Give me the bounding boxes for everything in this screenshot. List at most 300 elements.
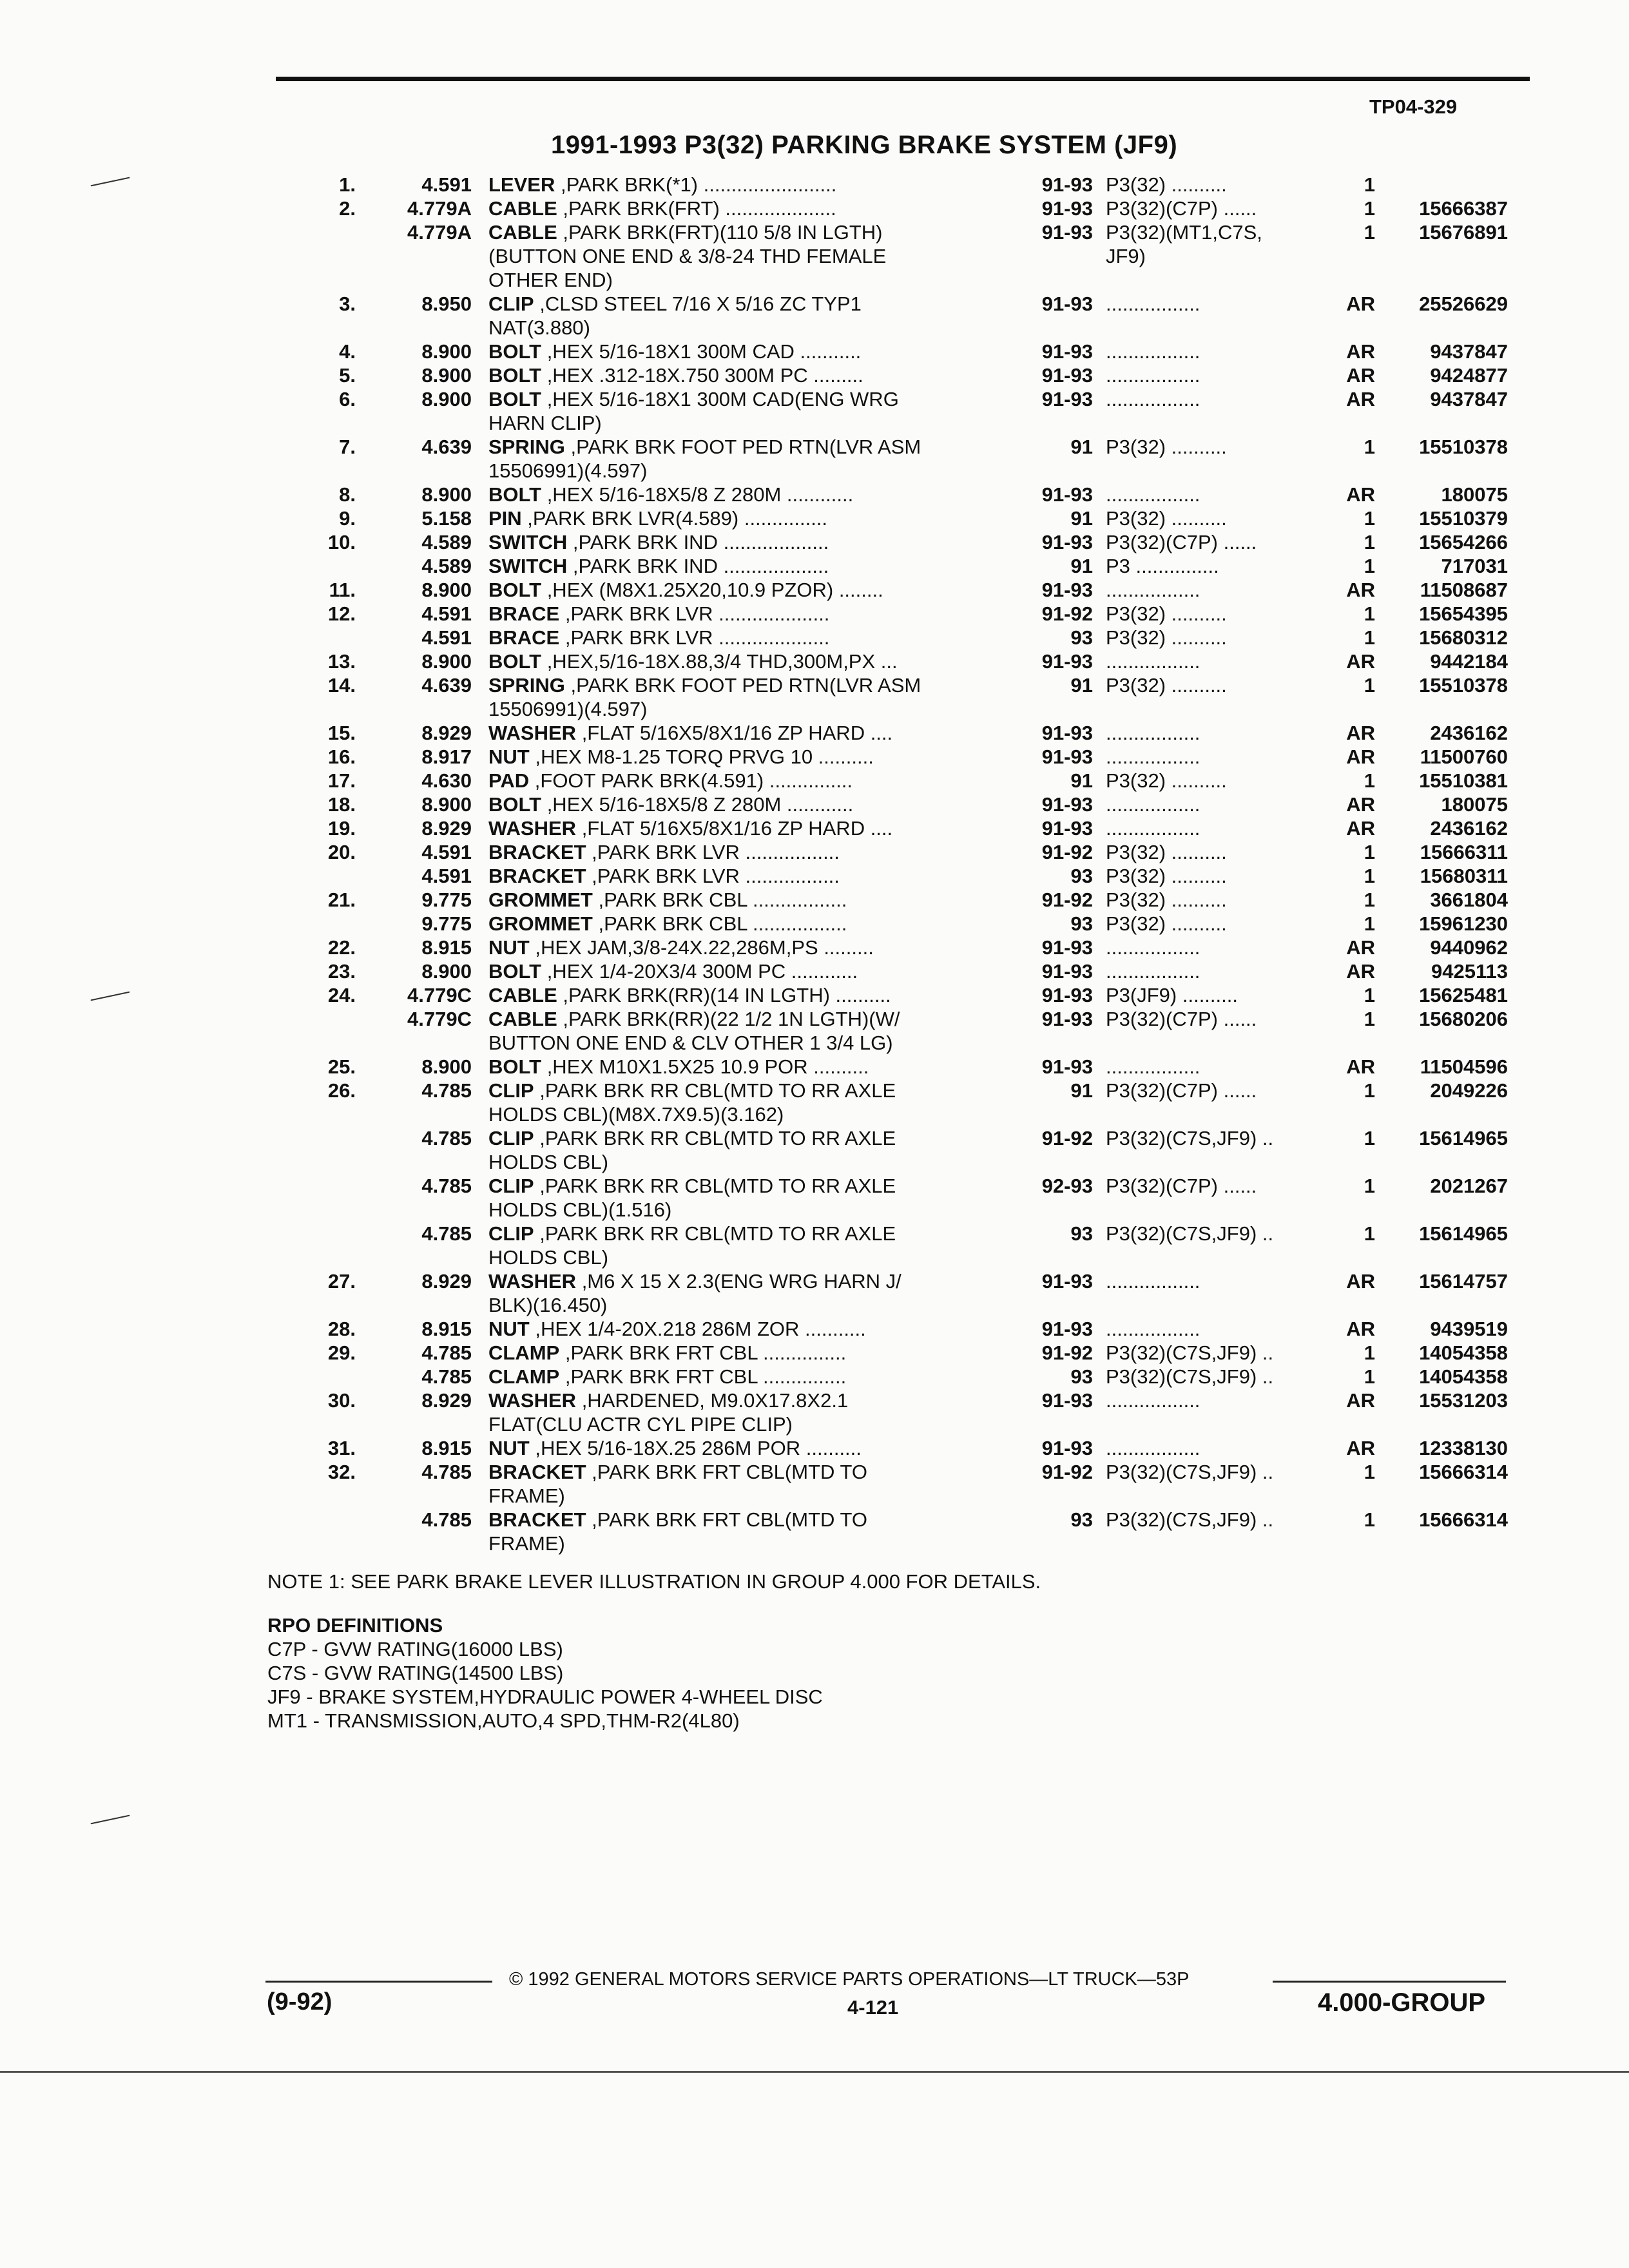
part-description — [488, 340, 1010, 363]
description-line — [488, 506, 1010, 530]
part-row — [0, 1174, 1629, 1222]
part-description — [488, 1126, 1010, 1174]
part-number: 15666314 — [1419, 1461, 1508, 1483]
part-row — [0, 435, 1629, 483]
usage-line: P3(32)(C7P) ...... — [1106, 197, 1257, 220]
part-description — [488, 1222, 1010, 1269]
part-description — [488, 1079, 1010, 1126]
description-text: (BUTTON ONE END & 3/8-24 THD FEMALE — [488, 245, 887, 267]
usage-line: P3(32) .......... — [1106, 436, 1227, 458]
description-line — [488, 1079, 1010, 1102]
part-name: CLIP — [488, 1222, 534, 1245]
group-number: 8.900 — [421, 340, 472, 363]
description-text: ,PARK BRK RR CBL(MTD TO RR AXLE — [534, 1222, 896, 1245]
description-text: 15506991)(4.597) — [488, 698, 648, 720]
part-name: BOLT — [488, 960, 542, 983]
quantity: 1 — [1364, 1175, 1375, 1197]
item-number: 13. — [327, 650, 356, 673]
usage-line: P3(32)(C7P) ...... — [1106, 1008, 1257, 1030]
part-number: 180075 — [1441, 483, 1508, 506]
part-name: CLAMP — [488, 1365, 560, 1388]
part-number: 2049226 — [1430, 1079, 1508, 1102]
rpo-heading: RPO DEFINITIONS — [267, 1614, 443, 1637]
part-number: 15666314 — [1419, 1508, 1508, 1531]
usage-code — [1106, 936, 1325, 959]
part-number: 9424877 — [1430, 364, 1508, 387]
model-years: 91-93 — [1041, 173, 1093, 196]
item-number: 32. — [327, 1461, 356, 1483]
part-description — [488, 745, 1010, 769]
quantity: 1 — [1364, 197, 1375, 220]
description-line — [488, 411, 1010, 435]
usage-code — [1106, 1269, 1325, 1293]
quantity: 1 — [1364, 173, 1375, 196]
part-description — [488, 173, 1010, 197]
description-line — [488, 1269, 1010, 1293]
part-row — [0, 1341, 1629, 1365]
usage-code — [1106, 340, 1325, 363]
footer-rule-right — [1273, 1981, 1506, 1983]
usage-line: ................. — [1106, 960, 1200, 983]
usage-code — [1106, 435, 1325, 459]
group-number: 4.591 — [421, 602, 472, 625]
group-number: 4.779C — [407, 984, 472, 1006]
model-years: 91-93 — [1041, 388, 1093, 410]
usage-code — [1106, 959, 1325, 983]
description-line — [488, 173, 1010, 197]
description-text: ,HEX 1/4-20X.218 286M ZOR ........... — [529, 1318, 866, 1340]
model-years: 91-93 — [1041, 722, 1093, 744]
model-years: 91-92 — [1041, 1341, 1093, 1364]
part-number: 9425113 — [1431, 960, 1508, 983]
part-name: LEVER — [488, 173, 555, 196]
group-number: 4.785 — [421, 1341, 472, 1364]
part-description — [488, 1436, 1010, 1460]
group-number: 4.785 — [421, 1127, 472, 1149]
item-number: 16. — [327, 745, 356, 768]
usage-line: P3(32) .......... — [1106, 889, 1227, 911]
part-name: SWITCH — [488, 555, 568, 577]
part-row — [0, 1508, 1629, 1555]
description-line — [488, 530, 1010, 554]
quantity: 1 — [1364, 674, 1375, 697]
description-line — [488, 1150, 1010, 1174]
part-description — [488, 793, 1010, 816]
usage-code — [1106, 1174, 1325, 1198]
part-number: 15680312 — [1419, 626, 1508, 649]
usage-code — [1106, 387, 1325, 411]
description-text: ,HEX 5/16-18X1 300M CAD ........... — [541, 340, 862, 363]
top-rule — [276, 77, 1530, 81]
group-number: 4.785 — [421, 1222, 472, 1245]
model-years: 91-92 — [1041, 1127, 1093, 1149]
description-line — [488, 459, 1010, 483]
part-row — [0, 1222, 1629, 1269]
usage-line: P3(32)(C7S,JF9) .. — [1106, 1508, 1274, 1531]
part-name: CABLE — [488, 221, 557, 244]
description-line — [488, 793, 1010, 816]
quantity: 1 — [1364, 1365, 1375, 1388]
description-text: ,HEX,5/16-18X.88,3/4 THD,300M,PX ... — [541, 650, 898, 673]
model-years: 91-93 — [1041, 1270, 1093, 1293]
description-text: ,PARK BRK(FRT)(110 5/8 IN LGTH) — [557, 221, 883, 244]
rpo-item: C7S - GVW RATING(14500 LBS) — [267, 1662, 564, 1684]
part-description — [488, 1365, 1010, 1389]
usage-code — [1106, 1079, 1325, 1102]
quantity: 1 — [1364, 602, 1375, 625]
model-years: 91-93 — [1041, 364, 1093, 387]
part-name: BOLT — [488, 483, 542, 506]
model-years: 91-93 — [1041, 984, 1093, 1006]
part-number: 2021267 — [1430, 1175, 1508, 1197]
rpo-item: MT1 - TRANSMISSION,AUTO,4 SPD,THM-R2(4L80) — [267, 1709, 740, 1732]
usage-line: P3(32)(C7P) ...... — [1106, 1079, 1257, 1102]
item-number: 4. — [339, 340, 356, 363]
item-number: 17. — [327, 769, 356, 792]
part-name: CLIP — [488, 1079, 534, 1102]
description-line — [488, 1222, 1010, 1245]
quantity: AR — [1346, 579, 1375, 601]
quantity: AR — [1346, 1055, 1375, 1078]
model-years: 91-92 — [1041, 1461, 1093, 1483]
group-number: 8.915 — [421, 1437, 472, 1459]
group-number: 4.785 — [421, 1079, 472, 1102]
model-years: 91 — [1070, 507, 1093, 530]
part-row — [0, 793, 1629, 816]
item-number: 26. — [327, 1079, 356, 1102]
part-row — [0, 530, 1629, 554]
part-name: BOLT — [488, 388, 542, 410]
group-number: 4.591 — [421, 841, 472, 863]
quantity: 1 — [1364, 555, 1375, 577]
part-description — [488, 649, 1010, 673]
part-name: BOLT — [488, 340, 542, 363]
quantity: 1 — [1364, 841, 1375, 863]
part-number: 9439519 — [1430, 1318, 1508, 1340]
description-text: ,PARK BRK(*1) ........................ — [555, 173, 837, 196]
usage-line: ................. — [1106, 817, 1200, 840]
model-years: 91 — [1070, 674, 1093, 697]
description-text: ,HEX 5/16-18X5/8 Z 280M ............ — [541, 793, 854, 816]
group-number: 4.639 — [421, 674, 472, 697]
quantity: AR — [1346, 960, 1375, 983]
part-name: CABLE — [488, 984, 557, 1006]
description-text: ,PARK BRK FRT CBL ............... — [559, 1365, 847, 1388]
model-years: 91-93 — [1041, 340, 1093, 363]
usage-code — [1106, 1222, 1325, 1245]
quantity: AR — [1346, 1270, 1375, 1293]
part-row — [0, 387, 1629, 435]
description-text: ,HEX M10X1.5X25 10.9 POR .......... — [541, 1055, 869, 1078]
part-row — [0, 363, 1629, 387]
model-years: 91-92 — [1041, 889, 1093, 911]
description-text: ,FLAT 5/16X5/8X1/16 ZP HARD .... — [576, 722, 893, 744]
usage-code — [1106, 840, 1325, 864]
usage-code — [1106, 1460, 1325, 1484]
part-row — [0, 1269, 1629, 1317]
part-description — [488, 816, 1010, 840]
footer-rule-left — [265, 1981, 492, 1983]
model-years: 92-93 — [1041, 1175, 1093, 1197]
scan-edge-line — [0, 2071, 1629, 2073]
usage-line: ................. — [1106, 340, 1200, 363]
group-number: 8.950 — [421, 293, 472, 315]
part-description — [488, 554, 1010, 578]
description-line — [488, 1532, 1010, 1555]
model-years: 91-93 — [1041, 483, 1093, 506]
description-text: ,FLAT 5/16X5/8X1/16 ZP HARD .... — [576, 817, 893, 840]
description-line — [488, 936, 1010, 959]
quantity: AR — [1346, 722, 1375, 744]
description-line — [488, 268, 1010, 292]
part-name: NUT — [488, 936, 530, 959]
group-number: 9.775 — [421, 889, 472, 911]
usage-line: ................. — [1106, 293, 1200, 315]
item-number: 31. — [327, 1437, 356, 1459]
item-number: 1. — [339, 173, 356, 196]
description-text: ,PARK BRK CBL ................. — [592, 889, 847, 911]
model-years: 91-93 — [1041, 1055, 1093, 1078]
usage-line: P3(32)(MT1,C7S, — [1106, 221, 1262, 244]
part-name: PAD — [488, 769, 530, 792]
description-line — [488, 1460, 1010, 1484]
rpo-item: C7P - GVW RATING(16000 LBS) — [267, 1638, 563, 1660]
model-years: 91 — [1070, 769, 1093, 792]
group-number: 8.915 — [421, 936, 472, 959]
part-number: 9437847 — [1430, 340, 1508, 363]
usage-line: P3(32) .......... — [1106, 769, 1227, 792]
usage-line: P3(32)(C7S,JF9) .. — [1106, 1127, 1274, 1149]
usage-code — [1106, 602, 1325, 626]
quantity: 1 — [1364, 1127, 1375, 1149]
item-number: 20. — [327, 841, 356, 863]
description-line — [488, 1365, 1010, 1389]
description-line — [488, 220, 1010, 244]
group-number: 4.785 — [421, 1365, 472, 1388]
usage-code — [1106, 649, 1325, 673]
part-number: 25526629 — [1419, 293, 1508, 315]
item-number: 27. — [327, 1270, 356, 1293]
copyright-notice: © 1992 GENERAL MOTORS SERVICE PARTS OPERATIONS—LT TRUCK—53P — [509, 1969, 1190, 1990]
quantity: AR — [1346, 745, 1375, 768]
part-row — [0, 1317, 1629, 1341]
description-line — [488, 912, 1010, 936]
usage-line: ................. — [1106, 936, 1200, 959]
quantity: 1 — [1364, 984, 1375, 1006]
description-line — [488, 626, 1010, 649]
description-line — [488, 840, 1010, 864]
usage-code — [1106, 1365, 1325, 1389]
part-name: BOLT — [488, 364, 542, 387]
group-number: 4.779A — [407, 221, 472, 244]
model-years: 91-93 — [1041, 1008, 1093, 1030]
description-line — [488, 745, 1010, 769]
model-years: 91-93 — [1041, 293, 1093, 315]
usage-line: ................. — [1106, 1389, 1200, 1412]
item-number: 2. — [339, 197, 356, 220]
part-number: 15625481 — [1419, 984, 1508, 1006]
description-line — [488, 483, 1010, 506]
usage-line: JF9) — [1106, 245, 1146, 267]
description-line — [488, 649, 1010, 673]
part-row — [0, 864, 1629, 888]
description-text: ,M6 X 15 X 2.3(ENG WRG HARN J/ — [576, 1270, 901, 1293]
description-text: HOLDS CBL)(1.516) — [488, 1198, 672, 1221]
model-years: 91-93 — [1041, 531, 1093, 553]
model-years: 91-93 — [1041, 579, 1093, 601]
description-line — [488, 1055, 1010, 1079]
description-line — [488, 363, 1010, 387]
model-years: 91 — [1070, 555, 1093, 577]
item-number: 12. — [327, 602, 356, 625]
usage-line: P3(32) .......... — [1106, 507, 1227, 530]
group-number: 8.929 — [421, 817, 472, 840]
part-number: 9442184 — [1430, 650, 1508, 673]
quantity: 1 — [1364, 912, 1375, 935]
model-years: 93 — [1070, 865, 1093, 887]
description-text: ,PARK BRK LVR .................... — [559, 602, 830, 625]
usage-code — [1106, 1341, 1325, 1365]
item-number: 9. — [339, 507, 356, 530]
usage-line: ................. — [1106, 1437, 1200, 1459]
part-number: 15654395 — [1419, 602, 1508, 625]
part-description — [488, 959, 1010, 983]
quantity: 1 — [1364, 507, 1375, 530]
part-description — [488, 483, 1010, 506]
description-text: HOLDS CBL) — [488, 1151, 609, 1173]
usage-code — [1106, 1436, 1325, 1460]
usage-code — [1106, 721, 1325, 745]
part-name: GROMMET — [488, 889, 593, 911]
group-number: 8.929 — [421, 1389, 472, 1412]
description-line — [488, 316, 1010, 340]
quantity: AR — [1346, 293, 1375, 315]
group-number: 8.915 — [421, 1318, 472, 1340]
usage-line: ................. — [1106, 722, 1200, 744]
part-number: 14054358 — [1419, 1341, 1508, 1364]
item-number: 5. — [339, 364, 356, 387]
quantity: 1 — [1364, 1461, 1375, 1483]
part-description — [488, 983, 1010, 1007]
usage-line: P3(32)(C7S,JF9) .. — [1106, 1365, 1274, 1388]
part-number: 15510381 — [1419, 769, 1508, 792]
description-line — [488, 1245, 1010, 1269]
part-number: 15510378 — [1419, 674, 1508, 697]
usage-line: P3(32)(C7S,JF9) .. — [1106, 1461, 1274, 1483]
description-text: ,PARK BRK LVR(4.589) ............... — [521, 507, 828, 530]
usage-line: P3 ............... — [1106, 555, 1219, 577]
quantity: AR — [1346, 340, 1375, 363]
item-number: 22. — [327, 936, 356, 959]
description-line — [488, 435, 1010, 459]
usage-code — [1106, 1007, 1325, 1031]
part-row — [0, 483, 1629, 506]
description-line — [488, 697, 1010, 721]
description-text: ,PARK BRK FOOT PED RTN(LVR ASM — [564, 674, 921, 697]
part-number: 15614965 — [1419, 1222, 1508, 1245]
part-description — [488, 1055, 1010, 1079]
item-number: 14. — [327, 674, 356, 697]
revision-date: (9-92) — [267, 1988, 333, 2015]
quantity: 1 — [1364, 221, 1375, 244]
binder-hole-mark — [90, 1815, 130, 1825]
quantity: 1 — [1364, 1222, 1375, 1245]
part-description — [488, 1269, 1010, 1317]
description-text: ,PARK BRK(FRT) .................... — [557, 197, 836, 220]
part-row — [0, 745, 1629, 769]
part-row — [0, 1055, 1629, 1079]
group-number: 4.779A — [407, 197, 472, 220]
model-years: 91-93 — [1041, 197, 1093, 220]
description-line — [488, 769, 1010, 793]
usage-code — [1106, 578, 1325, 602]
item-number: 6. — [339, 388, 356, 410]
item-number: 19. — [327, 817, 356, 840]
part-row — [0, 1365, 1629, 1389]
description-text: ,FOOT PARK BRK(4.591) ............... — [529, 769, 853, 792]
group-number: 8.917 — [421, 745, 472, 768]
model-years: 91-93 — [1041, 960, 1093, 983]
quantity: AR — [1346, 1389, 1375, 1412]
part-row — [0, 220, 1629, 292]
part-name: BRACKET — [488, 865, 586, 887]
part-name: WASHER — [488, 1389, 577, 1412]
quantity: AR — [1346, 483, 1375, 506]
usage-code — [1106, 888, 1325, 912]
part-description — [488, 1317, 1010, 1341]
usage-line: ................. — [1106, 364, 1200, 387]
usage-code — [1106, 483, 1325, 506]
item-number: 7. — [339, 436, 356, 458]
quantity: AR — [1346, 1437, 1375, 1459]
description-text: BLK)(16.450) — [488, 1294, 608, 1316]
description-line — [488, 673, 1010, 697]
description-line — [488, 959, 1010, 983]
usage-line: P3(32)(C7S,JF9) .. — [1106, 1222, 1274, 1245]
part-description — [488, 888, 1010, 912]
item-number: 23. — [327, 960, 356, 983]
part-row — [0, 626, 1629, 649]
model-years: 93 — [1070, 1222, 1093, 1245]
part-description — [488, 912, 1010, 936]
group-number: 4.591 — [421, 865, 472, 887]
description-line — [488, 1031, 1010, 1055]
part-number: 15654266 — [1419, 531, 1508, 553]
description-line — [488, 1293, 1010, 1317]
part-number: 15510379 — [1419, 507, 1508, 530]
part-description — [488, 506, 1010, 530]
rpo-definitions — [267, 1613, 823, 1733]
part-description — [488, 1007, 1010, 1055]
usage-line: P3(32) .......... — [1106, 912, 1227, 935]
part-name: SPRING — [488, 674, 565, 697]
group-number: 8.900 — [421, 650, 472, 673]
part-number: 11508687 — [1420, 579, 1508, 601]
quantity: 1 — [1364, 889, 1375, 911]
part-description — [488, 1508, 1010, 1555]
description-text: ,HEX JAM,3/8-24X.22,286M,PS ......... — [529, 936, 874, 959]
usage-line: ................. — [1106, 1055, 1200, 1078]
description-line — [488, 1126, 1010, 1150]
group-number: 4.779C — [407, 1008, 472, 1030]
usage-line: P3(JF9) .......... — [1106, 984, 1238, 1006]
part-name: BRACE — [488, 626, 560, 649]
part-row — [0, 721, 1629, 745]
group-number: 5.158 — [421, 507, 472, 530]
item-number: 25. — [327, 1055, 356, 1078]
description-text: ,PARK BRK(RR)(22 1/2 1N LGTH)(W/ — [557, 1008, 900, 1030]
usage-line: P3(32)(C7S,JF9) .. — [1106, 1341, 1274, 1364]
